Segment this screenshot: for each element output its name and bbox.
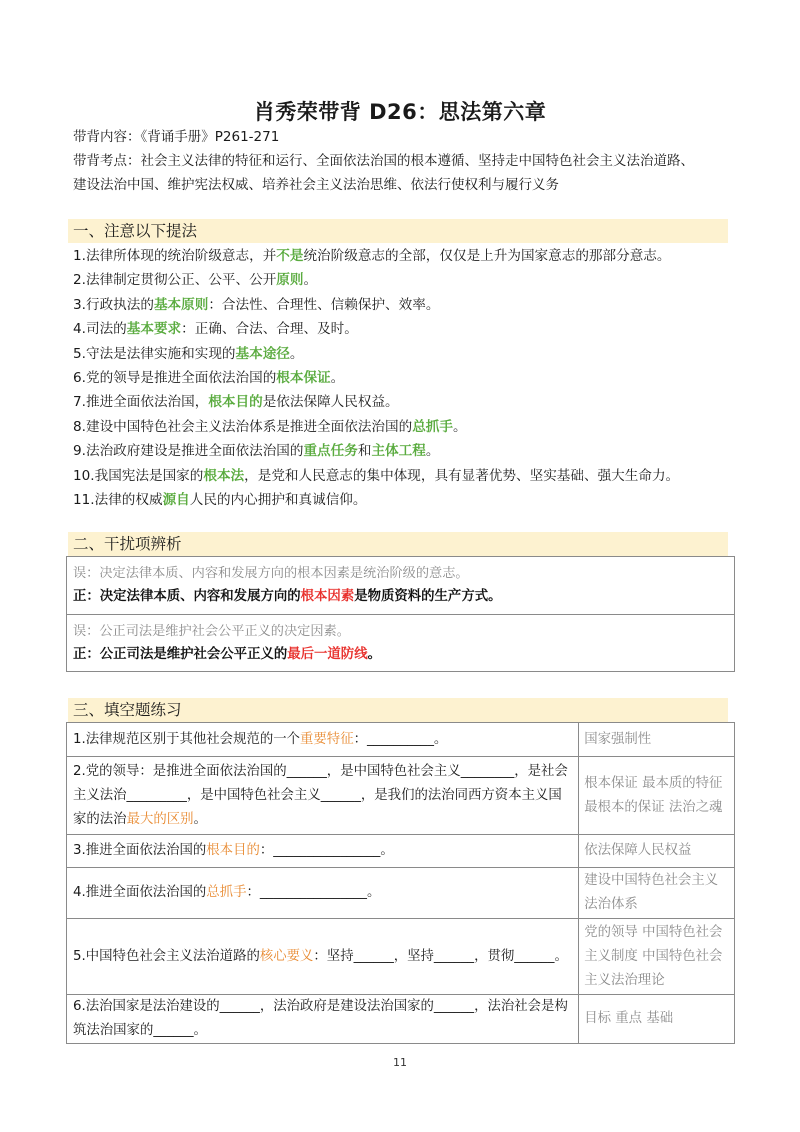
text-segment: 。 — [367, 647, 381, 662]
text-segment: ：合法性、合理性、信赖保护、效率。 — [208, 296, 440, 313]
text-segment: 。 — [303, 272, 318, 289]
text-segment: 9.法治政府建设是推进全面依法治国的 — [73, 443, 304, 460]
page-number: 11 — [393, 1056, 407, 1069]
highlight-text: 根本因素 — [300, 589, 355, 604]
list-item — [73, 268, 733, 292]
meta-points-line1: 带背考点：社会主义法律的特征和运行、全面依法治国的根本遵循、坚持走中国特色社会主义法治道路、 — [73, 153, 694, 169]
list-item — [73, 488, 733, 512]
question-cell — [67, 868, 579, 919]
text-segment: 统治阶级意志的全部，仅仅是上升为国家意志的那部分意志。 — [303, 248, 671, 264]
answer-cell: 目标 重点 基础 — [579, 995, 735, 1044]
list-item — [73, 244, 733, 268]
list-item — [73, 390, 733, 414]
question-cell — [67, 995, 579, 1044]
highlight-text: 原则 — [276, 272, 304, 289]
list-item — [73, 342, 733, 366]
distractor-box — [66, 556, 735, 672]
question-cell — [67, 835, 579, 868]
answer-cell: 根本保证 最本质的特征 最根本的保证 法治之魂 — [579, 757, 735, 835]
text-segment: 4.司法的 — [73, 321, 127, 338]
highlight-text: 源自 — [162, 492, 190, 509]
list-item — [73, 366, 733, 390]
meta-points-line2: 建设法治中国、维护宪法权威、培养社会主义法治思维、依法行使权利与履行义务 — [73, 177, 559, 193]
wrong-statement: 误：决定法律本质、内容和发展方向的根本因素是统治阶级的意志。 — [73, 566, 469, 581]
text-segment: 6.党的领导是推进全面依法治国的 — [73, 370, 277, 387]
question-cell — [67, 757, 579, 835]
text-segment: 。 — [330, 370, 345, 387]
text-segment: 。 — [193, 811, 207, 827]
correct-statement — [73, 643, 734, 667]
section1-list — [73, 244, 733, 512]
text-segment: ：__________。 — [353, 731, 448, 747]
distractor-pair — [67, 557, 734, 614]
fill-in-table — [66, 722, 735, 1044]
text-segment: ：________________。 — [246, 885, 381, 900]
list-item — [73, 439, 733, 463]
answer-cell: 党的领导 中国特色社会主义制度 中国特色社会主义法治理论 — [579, 919, 735, 995]
text-segment: ，是党和人民意志的集中体现，具有显著优势、坚实基础、强大生命力。 — [244, 467, 680, 484]
text-segment: 4.推进全面依法治国的 — [73, 885, 207, 900]
text-segment: 正：公正司法是维护社会公平正义的 — [73, 647, 288, 662]
table-row — [67, 919, 735, 995]
highlight-text: 基本原则 — [153, 296, 209, 313]
text-segment: 人民的内心拥护和真诚信仰。 — [189, 492, 367, 509]
list-item — [73, 317, 733, 341]
text-segment: 1.法律所体现的统治阶级意志，并 — [73, 248, 277, 264]
question-cell — [67, 919, 579, 995]
highlight-text: 不是 — [276, 248, 304, 264]
highlight-text: 基本要求 — [126, 321, 182, 338]
highlight-text: 总抓手 — [412, 418, 453, 435]
highlight-text: 最大的区别 — [126, 811, 194, 827]
section1-heading: 一、注意以下提法 — [68, 219, 728, 243]
text-segment: 。 — [289, 345, 304, 362]
text-segment: 5.中国特色社会主义法治道路的 — [73, 948, 260, 964]
list-item — [73, 293, 733, 317]
highlight-text: 重点任务 — [303, 443, 358, 460]
correct-statement — [73, 585, 734, 609]
highlight-text: 根本目的 — [208, 394, 263, 411]
text-segment: 8.建设中国特色社会主义法治体系是推进全面依法治国的 — [73, 418, 413, 435]
table-row — [67, 995, 735, 1044]
highlight-text: 重要特征 — [300, 731, 354, 747]
text-segment: ：正确、合法、合理、及时。 — [181, 321, 358, 338]
table-row — [67, 868, 735, 919]
text-segment: 2.党的领导：是推进全面依法治国的______，是中国特色社会主义________，是社会主义法治_________，是中国特色社会主义______，是我们的法治同西方资本主义国家的法治 — [73, 763, 568, 827]
text-segment: 10.我国宪法是国家的 — [73, 467, 204, 484]
distractor-pair — [67, 614, 734, 671]
list-item — [73, 415, 733, 439]
section2-heading: 二、干扰项辨析 — [68, 532, 728, 556]
text-segment: 3.行政执法的 — [73, 296, 154, 313]
highlight-text: 总抓手 — [206, 885, 247, 900]
text-segment: 和 — [357, 443, 372, 460]
highlight-text: 核心要义 — [259, 948, 314, 964]
table-row — [67, 757, 735, 835]
wrong-statement: 误：公正司法是维护社会公平正义的决定因素。 — [73, 624, 350, 639]
text-segment: 5.守法是法律实施和实现的 — [73, 345, 236, 362]
highlight-text: 主体工程 — [371, 443, 426, 460]
text-segment: ：________________。 — [259, 843, 394, 858]
text-segment: 11.法律的权威 — [73, 492, 163, 509]
list-item — [73, 464, 733, 488]
text-segment: 2.法律制定贯彻公正、公平、公开 — [73, 272, 277, 289]
table-row — [67, 723, 735, 757]
text-segment: 7.推进全面依法治国， — [73, 394, 209, 411]
text-segment: 。 — [453, 418, 467, 435]
section3-heading: 三、填空题练习 — [68, 698, 728, 722]
text-segment: 是依法保障人民权益。 — [262, 394, 399, 411]
question-cell — [67, 723, 579, 757]
table-row — [67, 835, 735, 868]
answer-cell: 建设中国特色社会主义法治体系 — [579, 868, 735, 919]
text-segment: 是物质资料的生产方式。 — [354, 589, 502, 604]
text-segment: 。 — [425, 443, 440, 460]
page-title: 肖秀荣带背 D26：思法第六章 — [253, 100, 547, 124]
highlight-text: 最后一道防线 — [287, 647, 368, 662]
text-segment: 1.法律规范区别于其他社会规范的一个 — [73, 731, 301, 747]
highlight-text: 根本法 — [203, 467, 245, 484]
text-segment: 6.法治国家是法治建设的______，法治政府是建设法治国家的______，法治社会是构筑法治国家的______。 — [73, 999, 568, 1038]
highlight-text: 根本保证 — [276, 370, 331, 387]
text-segment: ：坚持______，坚持______，贯彻______。 — [313, 948, 568, 964]
highlight-text: 基本途径 — [235, 345, 290, 362]
highlight-text: 根本目的 — [206, 843, 260, 858]
meta-content: 带背内容：《背诵手册》P261-271 — [73, 129, 280, 145]
answer-cell: 国家强制性 — [579, 723, 735, 757]
text-segment: 正：决定法律本质、内容和发展方向的 — [73, 589, 301, 604]
text-segment: 3.推进全面依法治国的 — [73, 843, 207, 858]
answer-cell: 依法保障人民权益 — [579, 835, 735, 868]
